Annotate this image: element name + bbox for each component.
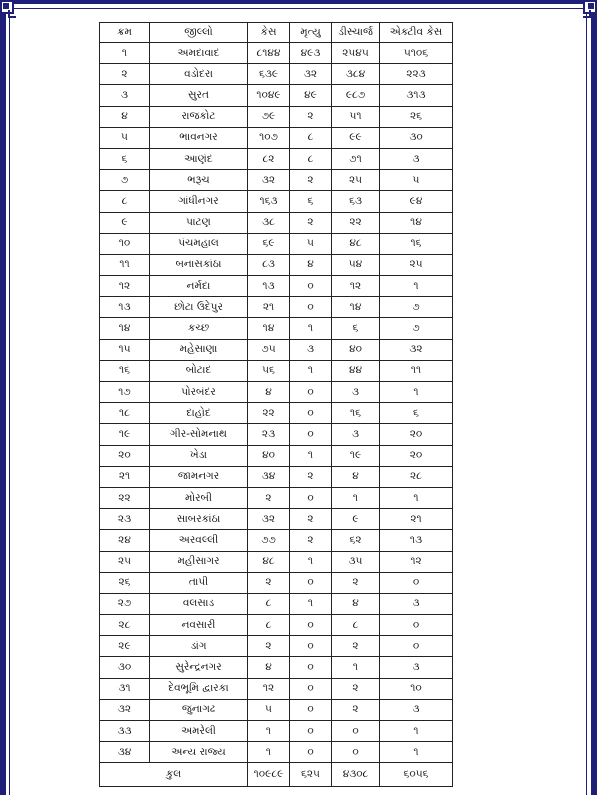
cell-active: ૨૨૩ xyxy=(380,64,453,85)
cell-deaths: ૦ xyxy=(290,297,332,318)
cell-deaths: ૦ xyxy=(290,721,332,742)
cell-district: પંચમહાલ xyxy=(150,233,248,254)
cell-discharged: ૨ xyxy=(332,678,380,699)
cell-cases: ૮૩ xyxy=(248,254,290,275)
table-row xyxy=(100,127,453,148)
cell-cases: ૧૦૪૯ xyxy=(248,85,290,106)
cell-deaths: ૨ xyxy=(290,509,332,530)
cell-serial: ૨૪ xyxy=(100,530,150,551)
cell-serial: ૨૨ xyxy=(100,487,150,508)
cell-discharged: ૧૯ xyxy=(332,445,380,466)
cell-district: ડાંગ xyxy=(150,636,248,657)
cell-active: ૧૦ xyxy=(380,678,453,699)
table-row xyxy=(100,678,453,699)
cell-active: ૧ xyxy=(380,382,453,403)
cell-discharged: ૬ xyxy=(332,318,380,339)
cell-cases: ૨ xyxy=(248,572,290,593)
cell-deaths: ૦ xyxy=(290,382,332,403)
border-corner-mark-right xyxy=(583,10,591,18)
table-row xyxy=(100,276,453,297)
cell-deaths: ૦ xyxy=(290,276,332,297)
cell-deaths: ૦ xyxy=(290,615,332,636)
cell-district: જુનાગઢ xyxy=(150,699,248,720)
cell-deaths: ૧ xyxy=(290,318,332,339)
cell-discharged: ૨૫ xyxy=(332,170,380,191)
cell-active: ૭ xyxy=(380,297,453,318)
cell-discharged: ૨૫૪૫ xyxy=(332,43,380,64)
cell-deaths: ૪ xyxy=(290,254,332,275)
cell-serial: ૬ xyxy=(100,148,150,169)
cell-active: ૧૬ xyxy=(380,233,453,254)
border-corner-mark-left xyxy=(8,10,16,18)
cell-district: નર્મદા xyxy=(150,276,248,297)
table-row xyxy=(100,339,453,360)
cell-discharged: ૦ xyxy=(332,721,380,742)
cell-district: ખેડા xyxy=(150,445,248,466)
table-row xyxy=(100,254,453,275)
cell-cases: ૭૯ xyxy=(248,106,290,127)
cell-deaths: ૦ xyxy=(290,572,332,593)
cell-cases: ૫ xyxy=(248,699,290,720)
cell-serial: ૧૬ xyxy=(100,360,150,381)
cell-cases: ૪૮ xyxy=(248,551,290,572)
cell-active: ૫૧૦૬ xyxy=(380,43,453,64)
cell-district: છોટા ઉદેપુર xyxy=(150,297,248,318)
cell-serial: ૨ xyxy=(100,64,150,85)
cell-serial: ૧૩ xyxy=(100,297,150,318)
cell-active: ૧ xyxy=(380,276,453,297)
cell-serial: ૧૭ xyxy=(100,382,150,403)
table-row xyxy=(100,742,453,763)
cell-cases: ૩૪ xyxy=(248,466,290,487)
cell-deaths: ૧ xyxy=(290,360,332,381)
page-border-left-inner xyxy=(9,0,10,795)
table-row xyxy=(100,721,453,742)
cell-active: ૧૩ xyxy=(380,530,453,551)
cell-district: વલસાડ xyxy=(150,593,248,614)
cell-serial: ૯ xyxy=(100,212,150,233)
cell-district: રાજકોટ xyxy=(150,106,248,127)
table-body xyxy=(100,43,453,763)
cell-active: ૨૧ xyxy=(380,509,453,530)
cell-district: દાહોદ xyxy=(150,403,248,424)
cell-active: ૧ xyxy=(380,721,453,742)
cell-district: મોરબી xyxy=(150,487,248,508)
cell-serial: ૨૦ xyxy=(100,445,150,466)
table-row xyxy=(100,445,453,466)
cell-deaths: ૨ xyxy=(290,212,332,233)
cell-discharged: ૪૦ xyxy=(332,339,380,360)
cell-active: ૦ xyxy=(380,636,453,657)
cell-cases: ૨૩ xyxy=(248,424,290,445)
cell-district: બોટાદ xyxy=(150,360,248,381)
table-row xyxy=(100,233,453,254)
table-row xyxy=(100,43,453,64)
cell-district: બનાસકાંઠા xyxy=(150,254,248,275)
cell-cases: ૧૨ xyxy=(248,678,290,699)
table-row xyxy=(100,85,453,106)
cell-discharged: ૧૨ xyxy=(332,276,380,297)
table-row xyxy=(100,636,453,657)
cell-deaths: ૫ xyxy=(290,233,332,254)
border-corner-dot-left xyxy=(3,3,9,9)
cell-district: અમદાવાદ xyxy=(150,43,248,64)
table-row xyxy=(100,360,453,381)
table-row xyxy=(100,382,453,403)
cell-discharged: ૧ xyxy=(332,487,380,508)
table-row xyxy=(100,593,453,614)
cell-serial: ૧૨ xyxy=(100,276,150,297)
cell-cases: ૬૩૯ xyxy=(248,64,290,85)
cell-deaths: ૦ xyxy=(290,487,332,508)
cell-deaths: ૨ xyxy=(290,170,332,191)
cell-cases: ૫૬ xyxy=(248,360,290,381)
page-border-top xyxy=(0,0,597,4)
cell-deaths: ૦ xyxy=(290,424,332,445)
cell-serial: ૮ xyxy=(100,191,150,212)
cell-discharged: ૩ xyxy=(332,424,380,445)
page-border-top-inner xyxy=(9,8,587,9)
cell-serial: ૨૩ xyxy=(100,509,150,530)
cell-discharged: ૩ xyxy=(332,382,380,403)
cell-serial: ૧ xyxy=(100,43,150,64)
cell-district: અમરેલી xyxy=(150,721,248,742)
cell-cases: ૮ xyxy=(248,615,290,636)
cell-serial: ૩૦ xyxy=(100,657,150,678)
table-row xyxy=(100,509,453,530)
table-row xyxy=(100,615,453,636)
cell-serial: ૨૧ xyxy=(100,466,150,487)
total-label: કુલ xyxy=(100,763,248,787)
cell-cases: ૨૨ xyxy=(248,403,290,424)
cell-active: ૬ xyxy=(380,403,453,424)
cell-discharged: ૧૪ xyxy=(332,297,380,318)
cell-discharged: ૪ xyxy=(332,593,380,614)
header-discharged: ડીસ્ચાર્જ xyxy=(332,23,380,43)
cell-serial: ૩૧ xyxy=(100,678,150,699)
total-cases: ૧૦૯૮૯ xyxy=(248,763,290,787)
cell-discharged: ૯૯ xyxy=(332,127,380,148)
cell-active: ૯૪ xyxy=(380,191,453,212)
cell-discharged: ૫૧ xyxy=(332,106,380,127)
cell-discharged: ૪ xyxy=(332,466,380,487)
cell-active: ૨૬ xyxy=(380,106,453,127)
cell-cases: ૪ xyxy=(248,382,290,403)
total-discharged: ૪૩૦૮ xyxy=(332,763,380,787)
cell-deaths: ૧ xyxy=(290,445,332,466)
cell-district: સુરત xyxy=(150,85,248,106)
district-cases-table xyxy=(99,22,453,787)
cell-district: વડોદરા xyxy=(150,64,248,85)
cell-deaths: ૪૯ xyxy=(290,85,332,106)
cell-district: નવસારી xyxy=(150,615,248,636)
cell-deaths: ૧ xyxy=(290,593,332,614)
cell-discharged: ૨૨ xyxy=(332,212,380,233)
cell-cases: ૩૮ xyxy=(248,212,290,233)
cell-active: ૧૧ xyxy=(380,360,453,381)
table-header-row xyxy=(100,23,453,43)
total-row xyxy=(100,763,453,787)
table-row xyxy=(100,170,453,191)
cell-deaths: ૦ xyxy=(290,403,332,424)
cell-district: અરવલ્લી xyxy=(150,530,248,551)
cell-district: જામનગર xyxy=(150,466,248,487)
cell-cases: ૪ xyxy=(248,657,290,678)
cell-serial: ૨૯ xyxy=(100,636,150,657)
cell-serial: ૧૧ xyxy=(100,254,150,275)
cell-cases: ૪૦ xyxy=(248,445,290,466)
table-row xyxy=(100,699,453,720)
cell-district: કચ્છ xyxy=(150,318,248,339)
table-row xyxy=(100,297,453,318)
table-row xyxy=(100,403,453,424)
cell-discharged: ૨ xyxy=(332,572,380,593)
cell-active: ૫ xyxy=(380,170,453,191)
total-active: ૬૦૫૬ xyxy=(380,763,453,787)
cell-discharged: ૨ xyxy=(332,699,380,720)
cell-deaths: ૨ xyxy=(290,466,332,487)
cell-discharged: ૬૩ xyxy=(332,191,380,212)
cell-serial: ૭ xyxy=(100,170,150,191)
cell-deaths: ૬ xyxy=(290,191,332,212)
border-corner-dot-right xyxy=(588,3,594,9)
cell-district: સુરેન્દ્રનગર xyxy=(150,657,248,678)
cell-active: ૧ xyxy=(380,742,453,763)
table-row xyxy=(100,212,453,233)
table-row xyxy=(100,64,453,85)
cell-district: ગાંધીનગર xyxy=(150,191,248,212)
cell-active: ૩ xyxy=(380,148,453,169)
table-row xyxy=(100,551,453,572)
cell-deaths: ૩ xyxy=(290,339,332,360)
cell-deaths: ૦ xyxy=(290,657,332,678)
cell-district: ભરૂચ xyxy=(150,170,248,191)
cell-cases: ૧૬૩ xyxy=(248,191,290,212)
table-row xyxy=(100,148,453,169)
cell-serial: ૨૮ xyxy=(100,615,150,636)
cell-serial: ૨૫ xyxy=(100,551,150,572)
cell-cases: ૭૭ xyxy=(248,530,290,551)
cell-discharged: ૪૪ xyxy=(332,360,380,381)
cell-cases: ૩૨ xyxy=(248,170,290,191)
cell-deaths: ૧ xyxy=(290,551,332,572)
table-row xyxy=(100,572,453,593)
cell-cases: ૧૦૭ xyxy=(248,127,290,148)
cell-deaths: ૨ xyxy=(290,530,332,551)
cell-serial: ૧૦ xyxy=(100,233,150,254)
page-border-right-inner xyxy=(586,0,587,795)
cell-discharged: ૬૨ xyxy=(332,530,380,551)
table-row xyxy=(100,191,453,212)
cell-active: ૨૦ xyxy=(380,445,453,466)
cell-district: મહેસાણા xyxy=(150,339,248,360)
cell-serial: ૧૫ xyxy=(100,339,150,360)
cell-discharged: ૧૬ xyxy=(332,403,380,424)
cell-deaths: ૮ xyxy=(290,127,332,148)
header-cases: કેસ xyxy=(248,23,290,43)
table-row xyxy=(100,466,453,487)
cell-discharged: ૮ xyxy=(332,615,380,636)
cell-district: પોરબંદર xyxy=(150,382,248,403)
total-deaths: ૬૨૫ xyxy=(290,763,332,787)
table-row xyxy=(100,530,453,551)
cell-discharged: ૩૫ xyxy=(332,551,380,572)
cell-deaths: ૮ xyxy=(290,148,332,169)
cell-serial: ૩૨ xyxy=(100,699,150,720)
cell-active: ૨૦ xyxy=(380,424,453,445)
cell-cases: ૧ xyxy=(248,721,290,742)
cell-district: સાબરકાંઠા xyxy=(150,509,248,530)
cell-discharged: ૩૮૪ xyxy=(332,64,380,85)
cell-active: ૧ xyxy=(380,487,453,508)
cell-serial: ૩૪ xyxy=(100,742,150,763)
cell-district: મહીસાગર xyxy=(150,551,248,572)
cell-active: ૧૨ xyxy=(380,551,453,572)
cell-discharged: ૨ xyxy=(332,636,380,657)
cell-cases: ૨૧ xyxy=(248,297,290,318)
cell-cases: ૧ xyxy=(248,742,290,763)
cell-deaths: ૦ xyxy=(290,742,332,763)
cell-district: આણંદ xyxy=(150,148,248,169)
cell-deaths: ૨ xyxy=(290,106,332,127)
table-row xyxy=(100,318,453,339)
cell-discharged: ૯ xyxy=(332,509,380,530)
cell-cases: ૧૪ xyxy=(248,318,290,339)
cell-discharged: ૫૪ xyxy=(332,254,380,275)
cell-deaths: ૩૨ xyxy=(290,64,332,85)
header-district: જીલ્લો xyxy=(150,23,248,43)
cell-cases: ૨ xyxy=(248,636,290,657)
cell-deaths: ૦ xyxy=(290,699,332,720)
cell-deaths: ૪૯૩ xyxy=(290,43,332,64)
cell-active: ૧૪ xyxy=(380,212,453,233)
cell-district: તાપી xyxy=(150,572,248,593)
cell-active: ૩ xyxy=(380,593,453,614)
table-row xyxy=(100,424,453,445)
header-serial: ક્રમ xyxy=(100,23,150,43)
cell-district: દેવભૂમિ દ્વારકા xyxy=(150,678,248,699)
table-row xyxy=(100,487,453,508)
cell-active: ૭ xyxy=(380,318,453,339)
cell-active: ૩ xyxy=(380,699,453,720)
cell-active: ૩૦ xyxy=(380,127,453,148)
cell-district: ગીર-સોમનાથ xyxy=(150,424,248,445)
cell-serial: ૪ xyxy=(100,106,150,127)
cell-deaths: ૦ xyxy=(290,636,332,657)
cell-active: ૦ xyxy=(380,572,453,593)
cell-cases: ૮૨ xyxy=(248,148,290,169)
cell-active: ૨૫ xyxy=(380,254,453,275)
cell-cases: ૭૫ xyxy=(248,339,290,360)
cell-serial: ૫ xyxy=(100,127,150,148)
cell-cases: ૮૧૪૪ xyxy=(248,43,290,64)
header-deaths: મૃત્યુ xyxy=(290,23,332,43)
cell-active: ૦ xyxy=(380,615,453,636)
cell-discharged: ૦ xyxy=(332,742,380,763)
cell-cases: ૮ xyxy=(248,593,290,614)
cell-serial: ૩ xyxy=(100,85,150,106)
cell-active: ૨૮ xyxy=(380,466,453,487)
cell-discharged: ૧ xyxy=(332,657,380,678)
page-border-left xyxy=(0,0,6,795)
cell-cases: ૩૨ xyxy=(248,509,290,530)
cell-serial: ૧૯ xyxy=(100,424,150,445)
cell-active: ૩૨ xyxy=(380,339,453,360)
cell-district: અન્ય રાજ્ય xyxy=(150,742,248,763)
cell-district: પાટણ xyxy=(150,212,248,233)
table-row xyxy=(100,106,453,127)
page-border-right xyxy=(591,0,597,795)
cell-serial: ૨૬ xyxy=(100,572,150,593)
cell-cases: ૧૩ xyxy=(248,276,290,297)
cell-discharged: ૪૮ xyxy=(332,233,380,254)
cell-serial: ૩૩ xyxy=(100,721,150,742)
cell-deaths: ૦ xyxy=(290,678,332,699)
header-active-cases: એક્ટીવ કેસ xyxy=(380,23,453,43)
cell-discharged: ૯૮૭ xyxy=(332,85,380,106)
cell-active: ૩ xyxy=(380,657,453,678)
cell-active: ૩૧૩ xyxy=(380,85,453,106)
cell-serial: ૨૭ xyxy=(100,593,150,614)
cell-district: ભાવનગર xyxy=(150,127,248,148)
cell-serial: ૧૮ xyxy=(100,403,150,424)
cell-cases: ૨ xyxy=(248,487,290,508)
table-row xyxy=(100,657,453,678)
cell-discharged: ૭૧ xyxy=(332,148,380,169)
cell-serial: ૧૪ xyxy=(100,318,150,339)
cell-cases: ૬૯ xyxy=(248,233,290,254)
